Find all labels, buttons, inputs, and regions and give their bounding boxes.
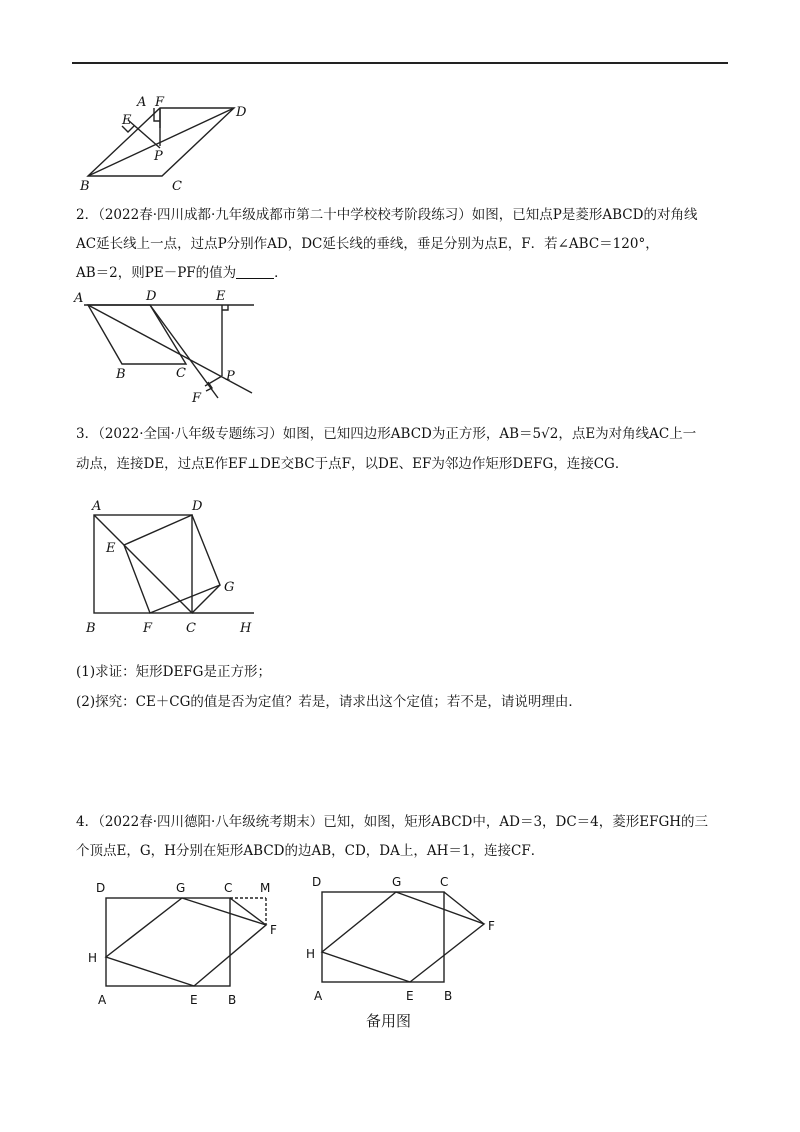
fig3-label-E: E [106,541,116,556]
problem-3-number: 3． [76,426,99,442]
fig4a-label-C: C [224,881,233,895]
fig4b-label-F: F [488,919,495,933]
fig1-label-D: D [236,105,247,120]
fig1-label-A: A [137,95,147,110]
fig4a-label-D: D [96,881,106,895]
problem-2-text-1: 如图，已知点P是菱形ABCD的对角线 [471,207,698,223]
fig4b-label-E: E [406,989,414,1003]
fig4a-label-G: G [176,881,186,895]
fig1-label-P: P [154,149,163,164]
problem-3-subquestion-2: (2)探究：CE＋CG的值是否为定值？若是，请求出这个定值；若不是，请说明理由． [76,694,582,710]
fig2-label-P: P [226,369,235,384]
problem-3-line-2: 动点，连接DE，过点E作EF⊥DE交BC于点F，以DE、EF为邻边作矩形DEFG，连接CG． [76,456,629,472]
fig4a-label-M: M [260,881,271,895]
fig4a-label-H: H [88,951,98,965]
fig2-label-A: A [74,291,84,306]
problem-2-line-2: AC延长线上一点，过点P分别作AD，DC延长线的垂线，垂足分别为点E，F．若∠ABC＝120°， [76,236,659,252]
fig2-label-F: F [192,391,202,406]
fig2-label-D: D [146,289,157,304]
fig2-label-E: E [216,289,226,304]
fig1-label-E: E [122,113,132,128]
problem-3-text-1: 如图，已知四边形ABCD为正方形，AB＝5√2，点E为对角线AC上一 [282,426,697,442]
fig4a-label-F: F [270,923,277,937]
fig3-label-B: B [86,621,96,636]
fig4b-label-G: G [392,875,402,889]
problem-2-source: （2022春·四川成都·九年级成都市第二十中学校校考阶段练习） [98,207,472,223]
fig3-label-F: F [143,621,153,636]
fig4b-label-D: D [312,875,322,889]
fig3-label-H: H [240,621,252,636]
backup-figure-caption: 备用图 [366,1012,412,1030]
fig1-label-C: C [172,179,182,194]
problem-2-period: ． [274,265,288,281]
problem-4-text-1: 已知，如图，矩形ABCD中，AD＝3，DC＝4，菱形EFGH的三 [323,814,709,830]
fig2-label-B: B [116,367,126,382]
fig3-label-D: D [192,499,203,514]
fig4a-label-E: E [190,993,198,1007]
fig4b-label-B: B [444,989,453,1003]
fig4a-label-B: B [228,993,237,1007]
problem-4-line-2: 个顶点E，G，H分别在矩形ABCD的边AB，CD，DA上，AH＝1，连接CF． [76,843,545,859]
fig2-label-C: C [176,366,186,381]
fig4b-label-H: H [306,947,316,961]
problem-2-text-3: AB＝2，则PE－PF的值为 [76,265,237,281]
fig4a-label-A: A [98,993,107,1007]
problem-4-number: 4． [76,814,99,830]
fig3-label-G: G [224,580,235,595]
fig4b-label-C: C [440,875,449,889]
fig3-label-A: A [92,499,102,514]
problem-4-source: （2022春·四川德阳·八年级统考期末） [98,814,324,830]
fig4b-label-A: A [314,989,323,1003]
problem-3-subquestion-1: (1)求证：矩形DEFG是正方形； [76,664,271,680]
fig1-label-F: F [155,95,165,110]
fig3-label-C: C [186,621,196,636]
problem-3-source: （2022·全国·八年级专题练习） [98,426,283,442]
fig1-label-B: B [80,179,90,194]
problem-2-number: 2． [76,207,99,223]
